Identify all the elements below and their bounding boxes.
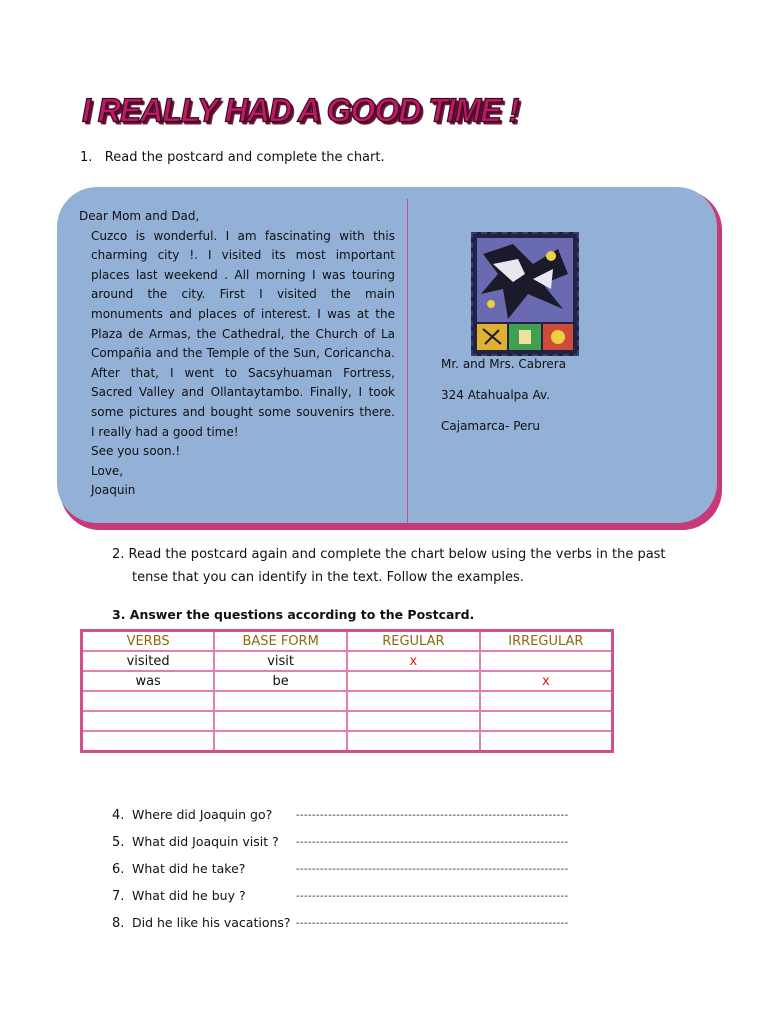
cell-irregular[interactable]: x xyxy=(480,671,613,691)
verbs-chart xyxy=(80,629,614,753)
postcard-divider xyxy=(407,199,408,523)
question-5 xyxy=(112,834,279,850)
question-2-line1: Read the postcard again and complete the chart below using the verbs in the past xyxy=(128,547,666,562)
letter-line: Plaza de Armas, the Cathedral, the Church of La xyxy=(91,326,395,341)
letter-closing: I really had a good time! xyxy=(91,424,239,439)
letter-closing: Love, xyxy=(91,463,124,478)
header-verbs: VERBS xyxy=(82,631,215,652)
cell-regular[interactable]: x xyxy=(347,651,480,671)
chart-header-row xyxy=(82,631,613,652)
letter-line: places last weekend . All morning I was touring xyxy=(91,267,395,282)
cell-regular[interactable] xyxy=(347,671,480,691)
header-irregular: IRREGULAR xyxy=(480,631,613,652)
stamp-image xyxy=(471,232,579,356)
header-base-form: BASE FORM xyxy=(214,631,347,652)
address-name: Mr. and Mrs. Cabrera xyxy=(441,357,567,371)
question-8 xyxy=(112,915,291,931)
cell-irregular[interactable] xyxy=(480,711,613,731)
answer-line[interactable]: -------------------------------------------------------------------- xyxy=(296,810,569,821)
page-title: I REALLY HAD A GOOD TIME ! xyxy=(82,91,519,129)
letter-line: Sacred Valley and Ollantaytambo. Finally, I took xyxy=(91,385,395,400)
question-2-line2: tense that you can identify in the text. Follow the examples. xyxy=(132,570,524,585)
cell-base-form[interactable] xyxy=(214,711,347,731)
question-text: Where did Joaquin go? xyxy=(132,807,273,822)
postcard-letter xyxy=(79,207,395,501)
answer-line[interactable]: -------------------------------------------------------------------- xyxy=(296,864,569,875)
question-number: 5. xyxy=(112,835,125,850)
table-row xyxy=(82,691,613,711)
cell-base-form[interactable]: visit xyxy=(214,651,347,671)
letter-line: Cuzco is wonderful. I am fascinating with this xyxy=(91,228,395,243)
letter-greeting: Dear Mom and Dad, xyxy=(79,209,200,223)
question-text: Did he like his vacations? xyxy=(132,915,291,930)
letter-line: Compañia and the Temple of the Sun, Coricancha. xyxy=(91,346,395,361)
question-text: What did he buy ? xyxy=(132,888,246,903)
table-row xyxy=(82,671,613,691)
cell-verb[interactable]: visited xyxy=(82,651,215,671)
cell-irregular[interactable] xyxy=(480,691,613,711)
question-7 xyxy=(112,888,246,904)
table-row xyxy=(82,651,613,671)
letter-line: some pictures and bought some souvenirs there. xyxy=(91,404,395,419)
letter-line: charming city !. I visited its most important xyxy=(91,248,395,263)
address-city: Cajamarca- Peru xyxy=(441,419,540,433)
cell-base-form[interactable] xyxy=(214,731,347,752)
question-4 xyxy=(112,807,272,823)
question-text: What did he take? xyxy=(132,861,246,876)
answer-line[interactable]: -------------------------------------------------------------------- xyxy=(296,837,569,848)
cell-verb[interactable] xyxy=(82,731,215,752)
cell-irregular[interactable] xyxy=(480,731,613,752)
cell-verb[interactable] xyxy=(82,711,215,731)
cell-irregular[interactable] xyxy=(480,651,613,671)
cell-regular[interactable] xyxy=(347,711,480,731)
cell-regular[interactable] xyxy=(347,731,480,752)
cell-base-form[interactable] xyxy=(214,691,347,711)
question-6 xyxy=(112,861,245,877)
question-number: 4. xyxy=(112,808,125,823)
question-2-number: 2. xyxy=(112,547,125,562)
answer-line[interactable]: -------------------------------------------------------------------- xyxy=(296,891,569,902)
postcard xyxy=(57,187,717,523)
question-text: What did Joaquin visit ? xyxy=(132,834,279,849)
cell-verb[interactable]: was xyxy=(82,671,215,691)
letter-line: around the city. First I visited the main xyxy=(91,287,395,302)
letter-signature: Joaquin xyxy=(91,483,136,498)
letter-line: monuments and places of interest. I was at the xyxy=(91,306,395,321)
question-number: 7. xyxy=(112,889,125,904)
answer-line[interactable]: -------------------------------------------------------------------- xyxy=(296,918,569,929)
question-1: 1. Read the postcard and complete the chart. xyxy=(80,150,385,165)
cell-regular[interactable] xyxy=(347,691,480,711)
question-number: 8. xyxy=(112,916,125,931)
table-row xyxy=(82,711,613,731)
table-row xyxy=(82,731,613,752)
cell-base-form[interactable]: be xyxy=(214,671,347,691)
letter-closing: See you soon.! xyxy=(91,444,181,459)
address-street: 324 Atahualpa Av. xyxy=(441,388,550,402)
letter-line: After that, I went to Sacsyhuaman Fortress, xyxy=(91,365,395,380)
postcard-address xyxy=(441,357,566,450)
question-3: 3. Answer the questions according to the Postcard. xyxy=(112,607,475,622)
question-2 xyxy=(112,543,666,589)
stamp-illustration xyxy=(473,234,577,354)
cell-verb[interactable] xyxy=(82,691,215,711)
header-regular: REGULAR xyxy=(347,631,480,652)
question-number: 6. xyxy=(112,862,125,877)
